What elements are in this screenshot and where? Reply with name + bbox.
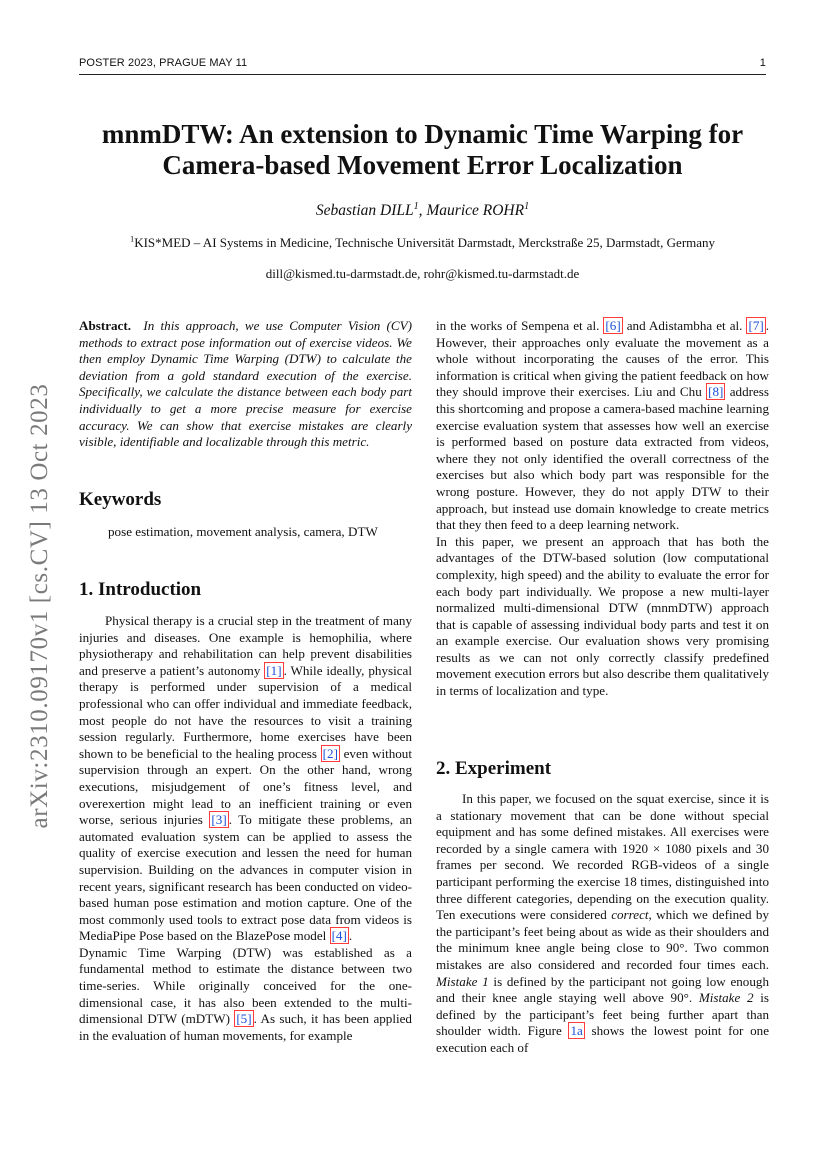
affiliation-text: KIS*MED – AI Systems in Medicine, Technische Universität Darmstadt, Merckstraße 25, Darmstadt, Germany: [134, 235, 716, 250]
running-header: [79, 57, 766, 73]
citation-8[interactable]: [8]: [708, 384, 724, 400]
experiment-text: , which we defined by the participant’s feet being about as wide as their shoulders and the minimum knee angle being close to 90°. Two common mistakes are also considered and recorded four times each.: [436, 907, 769, 972]
abstract-label: Abstract.: [79, 318, 131, 333]
author-2-affil-mark: 1: [524, 200, 530, 212]
citation-3[interactable]: [3]: [211, 812, 227, 828]
author-emails: dill@kismed.tu-darmstadt.de, rohr@kismed.tu-darmstadt.de: [265, 266, 580, 281]
intro-paragraph-1: [79, 613, 412, 945]
arxiv-stamp-text: arXiv:2310.09170v1 [cs.CV] 13 Oct 2023: [26, 383, 53, 829]
intro-p2-text: . As such, it has been applied in the evaluation of human movements, for example: [79, 1011, 412, 1043]
citation-7[interactable]: [7]: [748, 318, 764, 333]
author-list: [79, 202, 766, 220]
citation-5[interactable]: [5]: [236, 1011, 252, 1027]
intro-p1-text: . To mitigate these problems, an automated evaluation system can be applied to assess the quality of exercise execution and lessen the need for human supervision. Building on the advances in computer vision in recent years, significant research has been conducted on video-based human pose estimation and motion capture. One of the most commonly used tools to extract pose data from videos is MediaPipe Pose based on the BlazePose model: [79, 812, 412, 944]
term-mistake-2: Mistake 2: [698, 990, 754, 1006]
author-1: Sebastian DILL: [315, 202, 414, 219]
left-column: [79, 318, 412, 451]
affiliation-mark: 1: [129, 233, 135, 244]
keywords-heading: Keywords: [79, 489, 162, 510]
term-correct: correct: [611, 907, 649, 923]
right-p1-text: address this shortcoming and propose a camera-based machine learning exercise evaluation system that assesses how well an exercise is performed based on posture data extracted from videos, where they not only identified the overall correctness of the exercises but also which body part was responsible for the wrong posture. However, they do not apply DTW to their approach, but instead use domain knowledge to create metrics that they then feed to a deep learning network.: [436, 384, 769, 533]
experiment-text: is defined by the participant’s feet being further apart than shoulder width. Figure: [436, 990, 769, 1039]
keywords-text: pose estimation, movement analysis, camera, DTW: [108, 524, 378, 539]
citation-4[interactable]: [4]: [331, 928, 347, 944]
experiment-heading: 2. Experiment: [436, 758, 552, 779]
affiliation: [79, 235, 766, 251]
title-line-2: Camera-based Movement Error Localization: [162, 150, 683, 180]
author-separator: ,: [418, 202, 427, 219]
citation-2[interactable]: [2]: [322, 745, 338, 761]
intro-body: [79, 613, 412, 1044]
right-p1-text: and Adistambha et al.: [622, 318, 747, 333]
term-mistake-1: Mistake 1: [436, 973, 489, 989]
right-p1-text: in the works of Sempena et al.: [436, 318, 604, 333]
right-p1-text: . However, their approaches only evaluate the movement as a whole without incorporating the causes of the error. This information is critical when giving the patient feedback on how they should improve their exercises. Liu and Chu: [436, 318, 770, 400]
right-paragraph-1: [436, 318, 769, 534]
experiment-paragraph: [436, 791, 769, 1057]
right-paragraph-2: In this paper, we present an approach that has both the advantages of the DTW-based solution (low computational complexity, high speed) and the ability to evaluate the error for each body part individually. We propose a new multi-layer normalized multi-dimensional DTW (mnmDTW) approach that is capable of assessing individual body parts and test it on an example exercise. Our evaluation shows very promising results as we can not only correctly classify predefined movement execution errors but also describe them qualitatively in terms of localization and type.: [436, 533, 769, 699]
intro-p1-text: . While ideally, physical therapy is performed under supervision of a medical professional who can offer individual and immediate feedback, most people do not have the resources to visit a training session regularly. Furthermore, home exercises have been shown to be beneficial to the healing process: [79, 662, 412, 761]
abstract: [79, 318, 412, 451]
title-line-1: mnmDTW: An extension to Dynamic Time Warping for: [101, 119, 744, 149]
arxiv-stamp: [22, 362, 58, 850]
experiment-body: [436, 791, 769, 1057]
intro-p1-text: .: [348, 928, 353, 944]
experiment-text: In this paper, we focused on the squat exercise, since it is a stationary movement that can be done without special equipment and has some defined mistakes. All exercises were recorded by a single camera with 1920 × 1080 pixels and 30 frames per second. We recorded RGB-videos of a single participant performing the exercise 18 times, distinguished into three different categories, depending on the execution quality. Ten executions were considered: [436, 791, 769, 923]
header-rule: [79, 74, 766, 75]
intro-p1-text: even without supervision through an expert. On the other hand, wrong executions, misjudgement of one’s fitness level, and overexertion might lead to an inefficient training or even worse, serious injuries: [79, 745, 412, 828]
intro-p2-text: Dynamic Time Warping (DTW) was established as a fundamental method to estimate the distance between two time-series. While originally conceived for the one-dimensional case, it has also been extended to the multi-dimensional DTW (mDTW): [79, 944, 412, 1027]
conference-name: POSTER 2023, PRAGUE MAY 11: [79, 57, 248, 69]
intro-heading: 1. Introduction: [79, 579, 202, 600]
citation-1[interactable]: [1]: [266, 662, 282, 678]
figure-ref-1a[interactable]: 1a: [570, 1023, 583, 1039]
author-2: Maurice ROHR: [426, 202, 525, 219]
intro-paragraph-2: [79, 945, 412, 1045]
paper-title: [79, 119, 766, 181]
experiment-text: is defined by the participant not going low enough and their knee angle staying well above 90°.: [436, 973, 769, 1006]
author-1-affil-mark: 1: [413, 200, 419, 212]
citation-6[interactable]: [6]: [605, 318, 621, 333]
intro-p1-text: Physical therapy is a crucial step in the treatment of many injuries and diseases. One example is hemophilia, where physiotherapy and rehabilitation can help prevent disabilities and preserve a patient’s autonomy: [79, 613, 412, 678]
page-number: 1: [759, 57, 766, 69]
right-column: [436, 318, 769, 700]
abstract-text: In this approach, we use Computer Vision (CV) methods to extract pose information out of exercise videos. We then employ Dynamic Time Warping (DTW) to calculate the deviation from a gold standard execution of the exercise. Specifically, we calculate the distance between each body part individually to get a more precise measure for exercise accuracy. We can show that exercise mistakes are clearly visible, identifiable and localizable through this metric.: [79, 318, 412, 450]
experiment-text: shows the lowest point for one execution each of: [436, 1023, 770, 1055]
